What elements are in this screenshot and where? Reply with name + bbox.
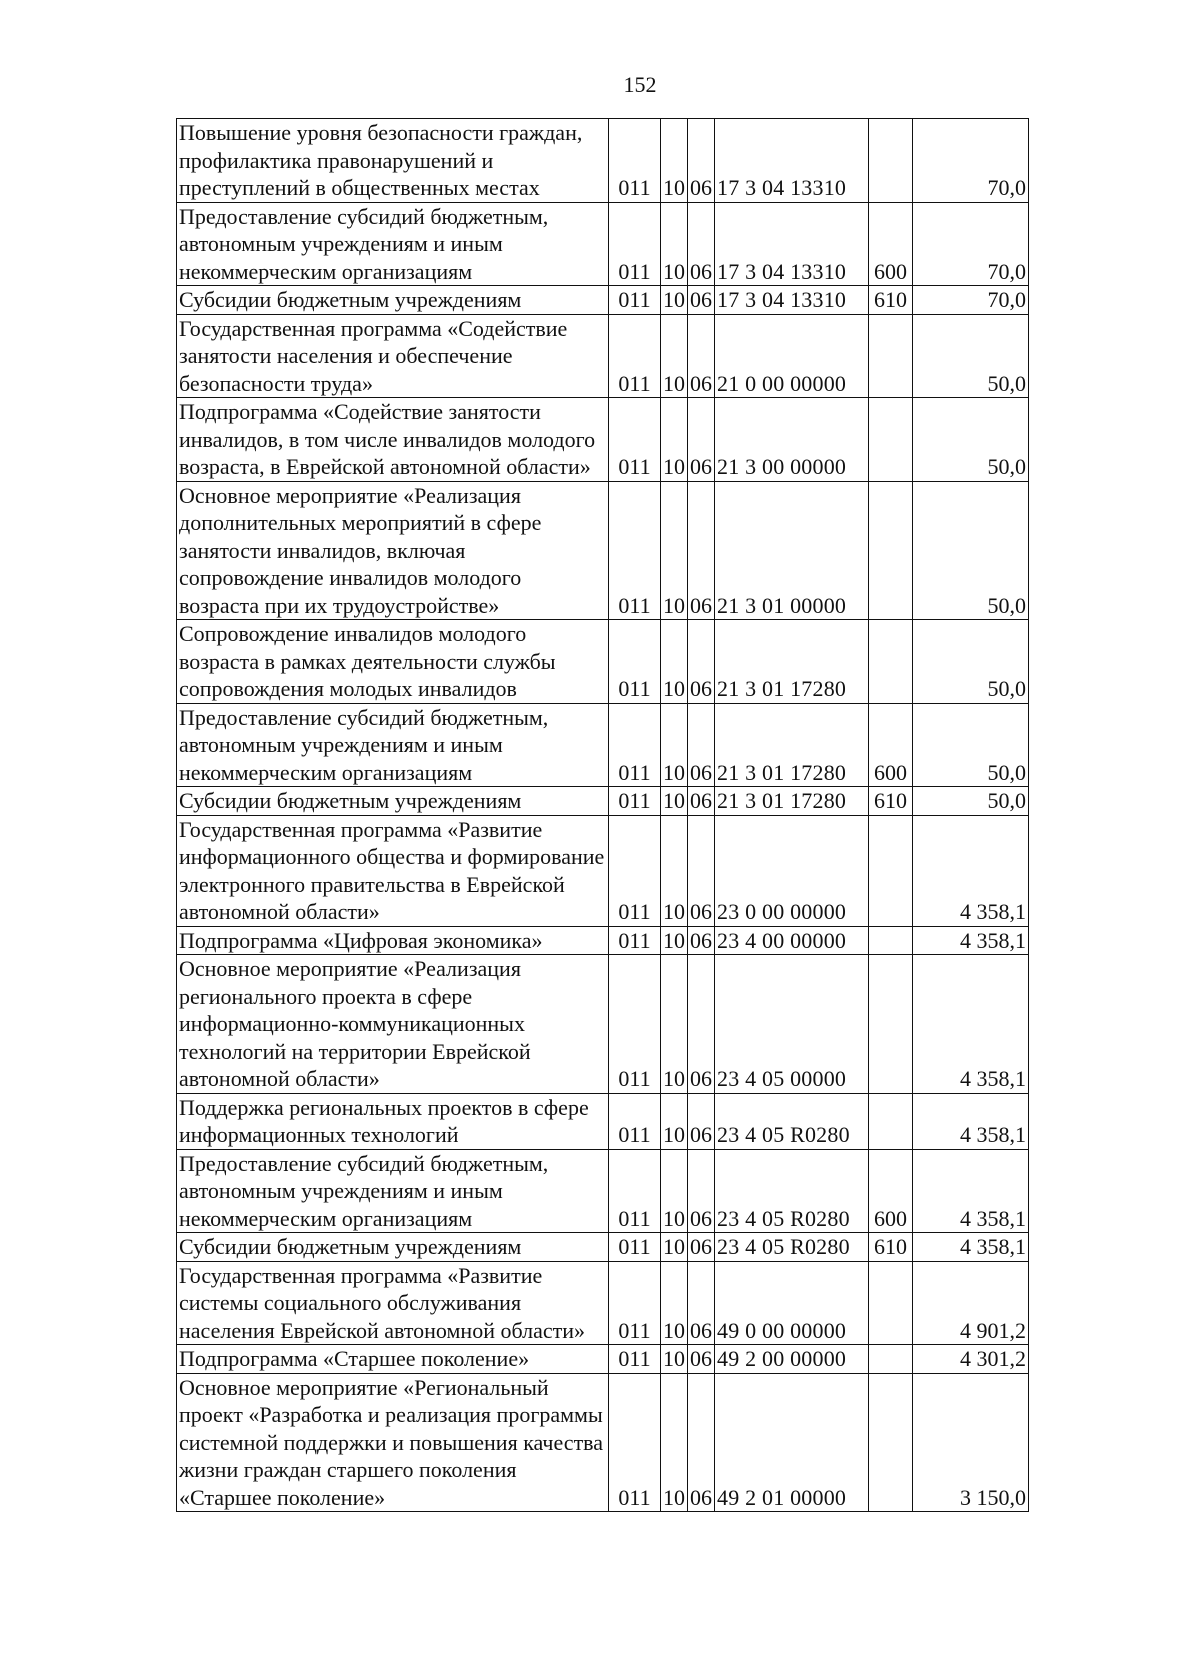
- amount-cell: 4 358,1: [913, 955, 1029, 1094]
- target-article-cell: 23 4 05 00000: [715, 955, 869, 1094]
- ministry-code-cell: 011: [609, 119, 661, 203]
- section-code-cell: 10: [661, 1373, 688, 1512]
- target-article-cell: 17 3 04 13310: [715, 202, 869, 286]
- subsection-code-cell: 06: [688, 955, 715, 1094]
- subsection-code-cell: 06: [688, 286, 715, 315]
- subsection-code-cell: 06: [688, 703, 715, 787]
- ministry-code-cell: 011: [609, 1149, 661, 1233]
- expense-type-cell: [869, 119, 913, 203]
- amount-cell: 70,0: [913, 286, 1029, 315]
- target-article-cell: 23 0 00 00000: [715, 815, 869, 926]
- target-article-cell: 21 3 01 17280: [715, 703, 869, 787]
- table-row: [177, 787, 1029, 816]
- target-article-cell: 49 2 01 00000: [715, 1373, 869, 1512]
- subsection-code-cell: 06: [688, 787, 715, 816]
- ministry-code-cell: 011: [609, 1345, 661, 1374]
- table-row: [177, 1233, 1029, 1262]
- amount-cell: 4 358,1: [913, 1149, 1029, 1233]
- target-article-cell: 23 4 05 R0280: [715, 1233, 869, 1262]
- target-article-cell: 17 3 04 13310: [715, 286, 869, 315]
- table-row: [177, 1261, 1029, 1345]
- expense-type-cell: 600: [869, 703, 913, 787]
- target-article-cell: 21 3 01 00000: [715, 481, 869, 620]
- subsection-code-cell: 06: [688, 1093, 715, 1149]
- section-code-cell: 10: [661, 703, 688, 787]
- item-name-cell: Государственная программа «Развитие системы социального обслуживания населения Еврейской автономной области»: [177, 1261, 609, 1345]
- amount-cell: 4 358,1: [913, 815, 1029, 926]
- table-row: [177, 398, 1029, 482]
- expense-type-cell: [869, 314, 913, 398]
- ministry-code-cell: 011: [609, 787, 661, 816]
- expense-type-cell: [869, 1345, 913, 1374]
- item-name-cell: Субсидии бюджетным учреждениям: [177, 286, 609, 315]
- ministry-code-cell: 011: [609, 1233, 661, 1262]
- section-code-cell: 10: [661, 1233, 688, 1262]
- section-code-cell: 10: [661, 481, 688, 620]
- ministry-code-cell: 011: [609, 955, 661, 1094]
- table-row: [177, 620, 1029, 704]
- subsection-code-cell: 06: [688, 1373, 715, 1512]
- budget-table: [176, 118, 1029, 1512]
- table-row: [177, 1373, 1029, 1512]
- ministry-code-cell: 011: [609, 1373, 661, 1512]
- amount-cell: 4 301,2: [913, 1345, 1029, 1374]
- subsection-code-cell: 06: [688, 926, 715, 955]
- ministry-code-cell: 011: [609, 286, 661, 315]
- expense-type-cell: 610: [869, 1233, 913, 1262]
- expense-type-cell: [869, 1093, 913, 1149]
- expense-type-cell: [869, 926, 913, 955]
- section-code-cell: 10: [661, 815, 688, 926]
- item-name-cell: Субсидии бюджетным учреждениям: [177, 1233, 609, 1262]
- table-row: [177, 926, 1029, 955]
- ministry-code-cell: 011: [609, 1093, 661, 1149]
- section-code-cell: 10: [661, 398, 688, 482]
- item-name-cell: Субсидии бюджетным учреждениям: [177, 787, 609, 816]
- expense-type-cell: 600: [869, 1149, 913, 1233]
- item-name-cell: Предоставление субсидий бюджетным, автономным учреждениям и иным некоммерческим организациям: [177, 1149, 609, 1233]
- amount-cell: 50,0: [913, 787, 1029, 816]
- target-article-cell: 49 2 00 00000: [715, 1345, 869, 1374]
- table-row: [177, 1093, 1029, 1149]
- ministry-code-cell: 011: [609, 926, 661, 955]
- subsection-code-cell: 06: [688, 398, 715, 482]
- target-article-cell: 23 4 05 R0280: [715, 1093, 869, 1149]
- subsection-code-cell: 06: [688, 481, 715, 620]
- ministry-code-cell: 011: [609, 1261, 661, 1345]
- section-code-cell: 10: [661, 119, 688, 203]
- table-row: [177, 314, 1029, 398]
- expense-type-cell: [869, 815, 913, 926]
- item-name-cell: Повышение уровня безопасности граждан, профилактика правонарушений и преступлений в общественных местах: [177, 119, 609, 203]
- ministry-code-cell: 011: [609, 815, 661, 926]
- target-article-cell: 21 3 01 17280: [715, 787, 869, 816]
- subsection-code-cell: 06: [688, 815, 715, 926]
- section-code-cell: 10: [661, 1261, 688, 1345]
- item-name-cell: Основное мероприятие «Реализация дополнительных мероприятий в сфере занятости инвалидов, включая сопровождение инвалидов молодого возраста при их трудоустройстве»: [177, 481, 609, 620]
- table-row: [177, 286, 1029, 315]
- section-code-cell: 10: [661, 926, 688, 955]
- section-code-cell: 10: [661, 314, 688, 398]
- target-article-cell: 49 0 00 00000: [715, 1261, 869, 1345]
- amount-cell: 4 358,1: [913, 926, 1029, 955]
- expense-type-cell: 610: [869, 286, 913, 315]
- expense-type-cell: [869, 620, 913, 704]
- item-name-cell: Государственная программа «Содействие занятости населения и обеспечение безопасности труда»: [177, 314, 609, 398]
- table-row: [177, 703, 1029, 787]
- table-row: [177, 1149, 1029, 1233]
- table-row: [177, 481, 1029, 620]
- budget-table-body: [177, 119, 1029, 1512]
- subsection-code-cell: 06: [688, 1149, 715, 1233]
- subsection-code-cell: 06: [688, 1345, 715, 1374]
- table-row: [177, 955, 1029, 1094]
- ministry-code-cell: 011: [609, 703, 661, 787]
- table-row: [177, 1345, 1029, 1374]
- ministry-code-cell: 011: [609, 620, 661, 704]
- target-article-cell: 23 4 00 00000: [715, 926, 869, 955]
- amount-cell: 70,0: [913, 202, 1029, 286]
- item-name-cell: Предоставление субсидий бюджетным, автономным учреждениям и иным некоммерческим организациям: [177, 202, 609, 286]
- section-code-cell: 10: [661, 202, 688, 286]
- amount-cell: 50,0: [913, 314, 1029, 398]
- ministry-code-cell: 011: [609, 314, 661, 398]
- amount-cell: 50,0: [913, 398, 1029, 482]
- subsection-code-cell: 06: [688, 620, 715, 704]
- expense-type-cell: [869, 955, 913, 1094]
- section-code-cell: 10: [661, 1149, 688, 1233]
- target-article-cell: 23 4 05 R0280: [715, 1149, 869, 1233]
- section-code-cell: 10: [661, 286, 688, 315]
- table-row: [177, 202, 1029, 286]
- amount-cell: 4 901,2: [913, 1261, 1029, 1345]
- table-row: [177, 119, 1029, 203]
- item-name-cell: Основное мероприятие «Реализация регионального проекта в сфере информационно-коммуникационных технологий на территории Еврейской автономной области»: [177, 955, 609, 1094]
- amount-cell: 50,0: [913, 703, 1029, 787]
- section-code-cell: 10: [661, 1345, 688, 1374]
- amount-cell: 4 358,1: [913, 1093, 1029, 1149]
- expense-type-cell: 610: [869, 787, 913, 816]
- item-name-cell: Подпрограмма «Старшее поколение»: [177, 1345, 609, 1374]
- subsection-code-cell: 06: [688, 202, 715, 286]
- expense-type-cell: [869, 481, 913, 620]
- section-code-cell: 10: [661, 1093, 688, 1149]
- subsection-code-cell: 06: [688, 1233, 715, 1262]
- amount-cell: 3 150,0: [913, 1373, 1029, 1512]
- amount-cell: 50,0: [913, 620, 1029, 704]
- amount-cell: 4 358,1: [913, 1233, 1029, 1262]
- ministry-code-cell: 011: [609, 398, 661, 482]
- section-code-cell: 10: [661, 620, 688, 704]
- table-row: [177, 815, 1029, 926]
- section-code-cell: 10: [661, 955, 688, 1094]
- item-name-cell: Государственная программа «Развитие информационного общества и формирование электронного правительства в Еврейской автономной области»: [177, 815, 609, 926]
- ministry-code-cell: 011: [609, 202, 661, 286]
- page-number: 152: [623, 72, 657, 97]
- target-article-cell: 21 0 00 00000: [715, 314, 869, 398]
- item-name-cell: Сопровождение инвалидов молодого возраста в рамках деятельности службы сопровождения молодых инвалидов: [177, 620, 609, 704]
- subsection-code-cell: 06: [688, 119, 715, 203]
- target-article-cell: 21 3 00 00000: [715, 398, 869, 482]
- expense-type-cell: 600: [869, 202, 913, 286]
- item-name-cell: Подпрограмма «Содействие занятости инвалидов, в том числе инвалидов молодого возраста, в Еврейской автономной области»: [177, 398, 609, 482]
- subsection-code-cell: 06: [688, 314, 715, 398]
- target-article-cell: 21 3 01 17280: [715, 620, 869, 704]
- amount-cell: 50,0: [913, 481, 1029, 620]
- item-name-cell: Поддержка региональных проектов в сфере информационных технологий: [177, 1093, 609, 1149]
- amount-cell: 70,0: [913, 119, 1029, 203]
- expense-type-cell: [869, 398, 913, 482]
- item-name-cell: Основное мероприятие «Региональный проект «Разработка и реализация программы системной поддержки и повышения качества жизни граждан старшего поколения «Старшее поколение»: [177, 1373, 609, 1512]
- section-code-cell: 10: [661, 787, 688, 816]
- target-article-cell: 17 3 04 13310: [715, 119, 869, 203]
- item-name-cell: Подпрограмма «Цифровая экономика»: [177, 926, 609, 955]
- expense-type-cell: [869, 1373, 913, 1512]
- subsection-code-cell: 06: [688, 1261, 715, 1345]
- ministry-code-cell: 011: [609, 481, 661, 620]
- expense-type-cell: [869, 1261, 913, 1345]
- item-name-cell: Предоставление субсидий бюджетным, автономным учреждениям и иным некоммерческим организациям: [177, 703, 609, 787]
